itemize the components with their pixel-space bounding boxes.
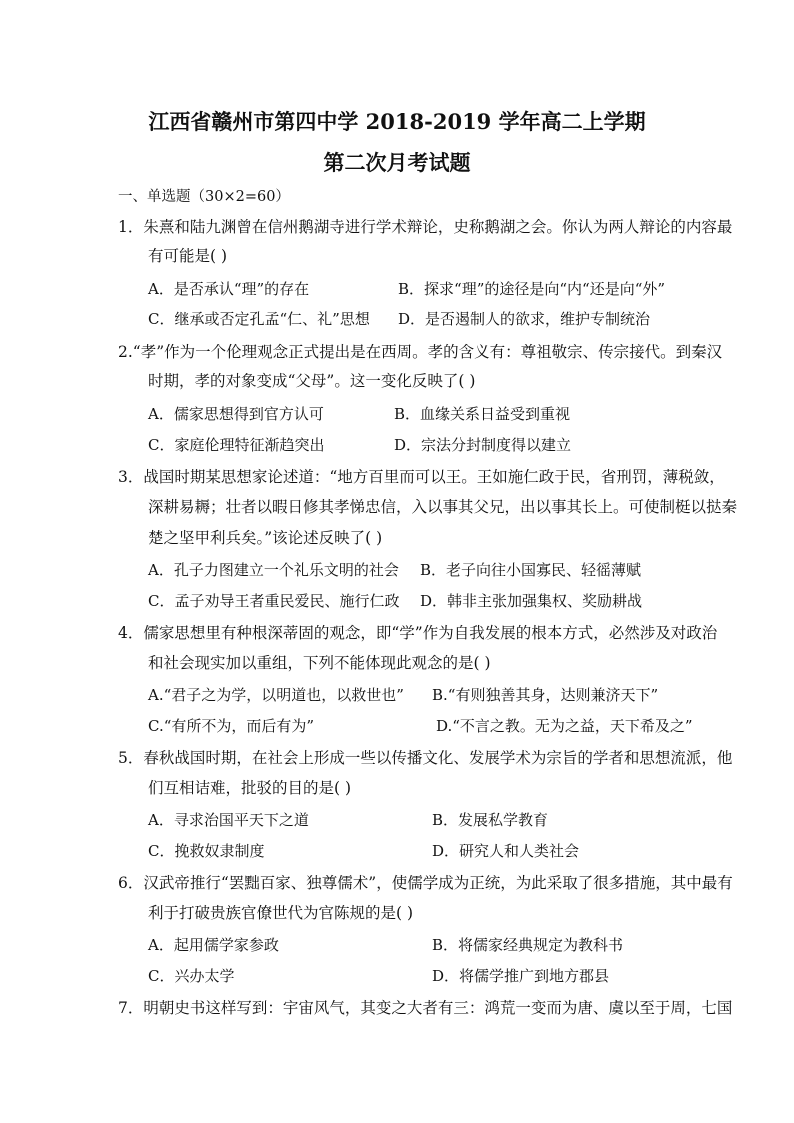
question-7-stem-line-1: 7．明朝史书这样写到：宇宙风气，其变之大者有三：鸿荒一变而为唐、虞以至于周，七国	[118, 999, 733, 1017]
question-3-stem-line-2: 深耕易耨；壮者以暇日修其孝悌忠信，入以事其父兄，出以事其长上。可使制梃以挞秦	[148, 498, 738, 516]
question-2-option-c: C．家庭伦理特征渐趋突出	[148, 436, 325, 454]
question-1-stem-line-1: 1．朱熹和陆九渊曾在信州鹅湖寺进行学术辩论，史称鹅湖之会。你认为两人辩论的内容最	[118, 218, 733, 236]
question-6-option-a: A．起用儒学家参政	[148, 936, 279, 954]
question-3-stem-line-1: 3．战国时期某思想家论述道：“地方百里而可以王。王如施仁政于民，省刑罚，薄税敛，	[118, 468, 725, 486]
question-4-option-a: A.“君子之为学，以明道也，以救世也”	[148, 686, 404, 704]
question-2-option-d: D．宗法分封制度得以建立	[394, 436, 572, 454]
question-5-stem-line-2: 们互相诘难，批驳的目的是( )	[148, 779, 352, 797]
question-3-option-c: C．孟子劝导王者重民爱民、施行仁政	[148, 592, 400, 610]
question-2-stem-line-1: 2.“孝”作为一个伦理观念正式提出是在西周。孝的含义有：尊祖敬宗、传宗接代。到秦汉	[118, 343, 723, 361]
question-1-option-d: D．是否遏制人的欲求，维护专制统治	[398, 310, 651, 328]
question-5-option-c: C．挽救奴隶制度	[148, 842, 265, 860]
question-3-option-a: A．孔子力图建立一个礼乐文明的社会	[148, 561, 399, 579]
question-3-option-d: D．韩非主张加强集权、奖励耕战	[420, 592, 643, 610]
question-1-option-a: A．是否承认“理”的存在	[148, 280, 310, 298]
question-6-option-b: B．将儒家经典规定为教科书	[432, 936, 624, 954]
question-2-stem-line-2: 时期，孝的对象变成“父母”。这一变化反映了( )	[148, 372, 476, 390]
question-2-option-b: B．血缘关系日益受到重视	[394, 405, 571, 423]
question-4-option-d: D.“不言之教。无为之益，天下希及之”	[436, 717, 693, 735]
question-1-stem-line-2: 有可能是( )	[148, 247, 228, 265]
question-3-stem-line-3: 楚之坚甲利兵矣。”该论述反映了( )	[148, 529, 383, 547]
question-6-option-c: C．兴办太学	[148, 967, 235, 985]
question-5-option-a: A．寻求治国平天下之道	[148, 811, 309, 829]
question-6-stem-line-2: 利于打破贵族官僚世代为官陈规的是( )	[148, 904, 414, 922]
question-3-option-b: B．老子向往小国寡民、轻徭薄赋	[420, 561, 642, 579]
question-4-stem-line-2: 和社会现实加以重组，下列不能体现此观念的是( )	[148, 654, 491, 672]
question-4-option-c: C.“有所不为，而后有为”	[148, 717, 315, 735]
question-6-stem-line-1: 6．汉武帝推行“罢黜百家、独尊儒术”，使儒学成为正统，为此采取了很多措施，其中最有	[118, 874, 733, 892]
question-5-stem-line-1: 5．春秋战国时期，在社会上形成一些以传播文化、发展学术为宗旨的学者和思想流派，他	[118, 749, 733, 767]
exam-subtitle: 第二次月考试题	[323, 150, 471, 175]
question-5-option-d: D．研究人和人类社会	[432, 842, 580, 860]
section-heading: 一、单选题（30×2=60）	[118, 189, 290, 205]
question-4-option-b: B.“有则独善其身，达则兼济天下”	[432, 686, 659, 704]
question-6-option-d: D．将儒学推广到地方郡县	[432, 967, 610, 985]
question-1-option-b: B．探求“理”的途径是向“内“还是向“外”	[398, 280, 666, 298]
exam-title: 江西省赣州市第四中学 2018-2019 学年高二上学期	[148, 109, 646, 134]
question-2-option-a: A．儒家思想得到官方认可	[148, 405, 324, 423]
question-4-stem-line-1: 4．儒家思想里有种根深蒂固的观念，即“学”作为自我发展的根本方式，必然涉及对政治	[118, 624, 718, 642]
question-5-option-b: B．发展私学教育	[432, 811, 549, 829]
question-1-option-c: C．继承或否定孔孟“仁、礼”思想	[148, 310, 370, 328]
